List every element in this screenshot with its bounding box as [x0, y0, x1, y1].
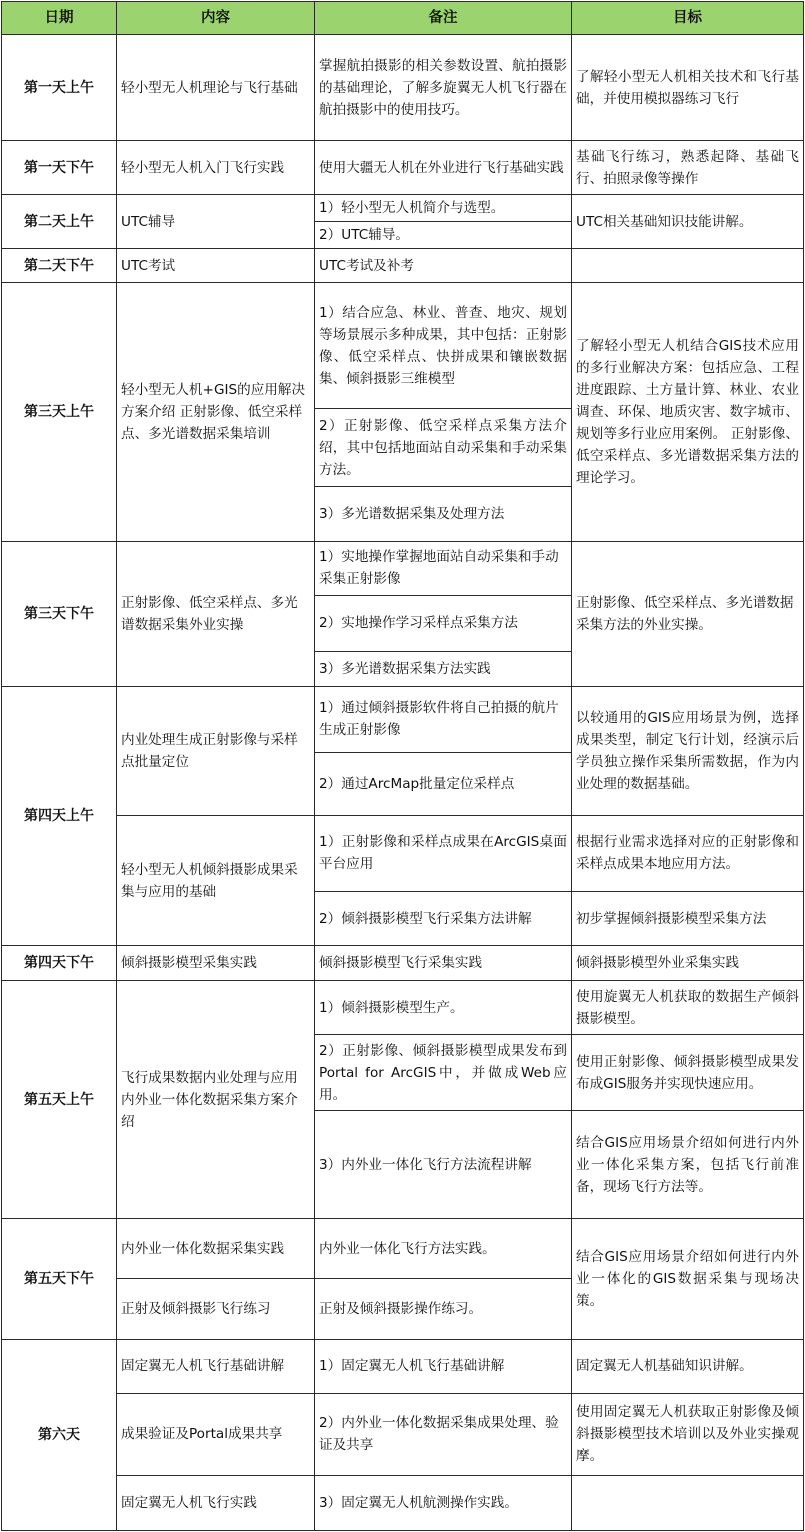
note-cell: 1）实地操作掌握地面站自动采集和手动采集正射影像: [315, 541, 572, 595]
table-row: [2, 195, 804, 222]
goal-cell: 结合GIS应用场景介绍如何进行内外业一体化采集方案，包括飞行前准备，现场飞行方法等。: [572, 1111, 804, 1219]
table-row: [2, 815, 804, 891]
goal-cell: 使用正射影像、倾斜摄影模型成果发布成GIS服务并实现快速应用。: [572, 1035, 804, 1111]
note-cell: 1）结合应急、林业、普查、地灾、规划等场景展示多种成果，其中包括：正射影像、低空采样点、快拼成果和镶嵌数据集、倾斜摄影三维模型: [315, 283, 572, 409]
goal-cell: 初步掌握倾斜摄影模型采集方法: [572, 892, 804, 946]
content-cell: 轻小型无人机入门飞行实践: [117, 141, 315, 195]
note-cell: 1）通过倾斜摄影软件将自己拍摄的航片生成正射影像: [315, 686, 572, 752]
note-cell: 2）UTC辅导。: [315, 222, 572, 249]
note-cell: 正射及倾斜摄影操作练习。: [315, 1279, 572, 1339]
note-cell: 1）固定翼无人机飞行基础讲解: [315, 1339, 572, 1393]
note-cell: 2）通过ArcMap批量定位采样点: [315, 752, 572, 815]
content-cell: 正射及倾斜摄影飞行练习: [117, 1279, 315, 1339]
content-cell: 成果验证及Portal成果共享: [117, 1393, 315, 1475]
note-cell: 2）内外业一体化数据采集成果处理、验证及共享: [315, 1393, 572, 1475]
goal-cell: 固定翼无人机基础知识讲解。: [572, 1339, 804, 1393]
note-cell: 掌握航拍摄影的相关参数设置、航拍摄影的基础理论，了解多旋翼无人机飞行器在航拍摄影中的使用技巧。: [315, 35, 572, 141]
table-row: [2, 249, 804, 283]
note-cell: 3）固定翼无人机航测操作实践。: [315, 1475, 572, 1530]
table-row: [2, 1475, 804, 1530]
content-cell: 轻小型无人机+GIS的应用解决方案介绍 正射影像、低空采样点、多光谱数据采集培训: [117, 283, 315, 541]
header-row: [2, 2, 804, 35]
note-cell: 使用大疆无人机在外业进行飞行基础实践: [315, 141, 572, 195]
note-cell: 1）倾斜摄影模型生产。: [315, 981, 572, 1035]
note-cell: 2）正射影像、倾斜摄影模型成果发布到Portal for ArcGIS中，并做成Web应用。: [315, 1035, 572, 1111]
note-cell: 内外业一体化飞行方法实践。: [315, 1219, 572, 1279]
date-cell: 第三天上午: [2, 283, 117, 541]
table-row: [2, 1219, 804, 1279]
content-cell: 飞行成果数据内业处理与应用 内外业一体化数据采集方案介绍: [117, 981, 315, 1219]
table-row: [2, 1339, 804, 1393]
content-cell: 固定翼无人机飞行实践: [117, 1475, 315, 1530]
content-cell: UTC考试: [117, 249, 315, 283]
note-cell: 倾斜摄影模型飞行采集实践: [315, 946, 572, 981]
date-cell: 第六天: [2, 1339, 117, 1530]
date-cell: 第一天下午: [2, 141, 117, 195]
goal-cell: 了解轻小型无人机结合GIS技术应用的多行业解决方案：包括应急、工程进度跟踪、土方量计算、林业、农业调查、环保、地质灾害、数字城市、规划等多行业应用案例。 正射影像、低空采样点、多光谱数据采集方法的理论学习。: [572, 283, 804, 541]
goal-cell: 使用旋翼无人机获取的数据生产倾斜摄影模型。: [572, 981, 804, 1035]
table-row: [2, 35, 804, 141]
date-cell: 第一天上午: [2, 35, 117, 141]
header-date: 日期: [2, 2, 117, 35]
table-row: [2, 946, 804, 981]
content-cell: 倾斜摄影模型采集实践: [117, 946, 315, 981]
date-cell: 第三天下午: [2, 541, 117, 686]
date-cell: 第五天下午: [2, 1219, 117, 1339]
date-cell: 第四天下午: [2, 946, 117, 981]
table-row: [2, 283, 804, 409]
content-cell: UTC辅导: [117, 195, 315, 249]
date-cell: 第二天下午: [2, 249, 117, 283]
goal-cell: 基础飞行练习，熟悉起降、基础飞行、拍照录像等操作: [572, 141, 804, 195]
goal-cell: 结合GIS应用场景介绍如何进行内外业一体化的GIS数据采集与现场决策。: [572, 1219, 804, 1339]
date-cell: 第二天上午: [2, 195, 117, 249]
content-cell: 固定翼无人机飞行基础讲解: [117, 1339, 315, 1393]
training-schedule-table: [1, 1, 804, 1531]
content-cell: 正射影像、低空采样点、多光谱数据采集外业实操: [117, 541, 315, 686]
header-content: 内容: [117, 2, 315, 35]
note-cell: 1）轻小型无人机简介与选型。: [315, 195, 572, 222]
content-cell: 内业处理生成正射影像与采样点批量定位: [117, 686, 315, 815]
goal-cell: 根据行业需求选择对应的正射影像和采样点成果本地应用方法。: [572, 815, 804, 891]
table-row: [2, 541, 804, 595]
content-cell: 内外业一体化数据采集实践: [117, 1219, 315, 1279]
note-cell: UTC考试及补考: [315, 249, 572, 283]
goal-cell: [572, 1475, 804, 1530]
goal-cell: [572, 249, 804, 283]
note-cell: 3）多光谱数据采集方法实践: [315, 651, 572, 686]
note-cell: 3）多光谱数据采集及处理方法: [315, 486, 572, 541]
goal-cell: 倾斜摄影模型外业采集实践: [572, 946, 804, 981]
content-cell: 轻小型无人机理论与飞行基础: [117, 35, 315, 141]
goal-cell: 以较通用的GIS应用场景为例，选择成果类型，制定飞行计划，经演示后学员独立操作采集所需数据，作为内业处理的数据基础。: [572, 686, 804, 815]
table-row: [2, 686, 804, 752]
date-cell: 第五天上午: [2, 981, 117, 1219]
note-cell: 3）内外业一体化飞行方法流程讲解: [315, 1111, 572, 1219]
goal-cell: 了解轻小型无人机相关技术和飞行基础，并使用模拟器练习飞行: [572, 35, 804, 141]
note-cell: 2）正射影像、低空采样点采集方法介绍，其中包括地面站自动采集和手动采集方法。: [315, 409, 572, 486]
note-cell: 1）正射影像和采样点成果在ArcGIS桌面平台应用: [315, 815, 572, 891]
goal-cell: 使用固定翼无人机获取正射影像及倾斜摄影模型技术培训以及外业实操观摩。: [572, 1393, 804, 1475]
note-cell: 2）实地操作学习采样点采集方法: [315, 595, 572, 651]
date-cell: 第四天上午: [2, 686, 117, 945]
table-row: [2, 1393, 804, 1475]
header-goal: 目标: [572, 2, 804, 35]
goal-cell: 正射影像、低空采样点、多光谱数据采集方法的外业实操。: [572, 541, 804, 686]
table-row: [2, 981, 804, 1035]
content-cell: 轻小型无人机倾斜摄影成果采集与应用的基础: [117, 815, 315, 945]
note-cell: 2）倾斜摄影模型飞行采集方法讲解: [315, 892, 572, 946]
header-note: 备注: [315, 2, 572, 35]
table-row: [2, 141, 804, 195]
goal-cell: UTC相关基础知识技能讲解。: [572, 195, 804, 249]
